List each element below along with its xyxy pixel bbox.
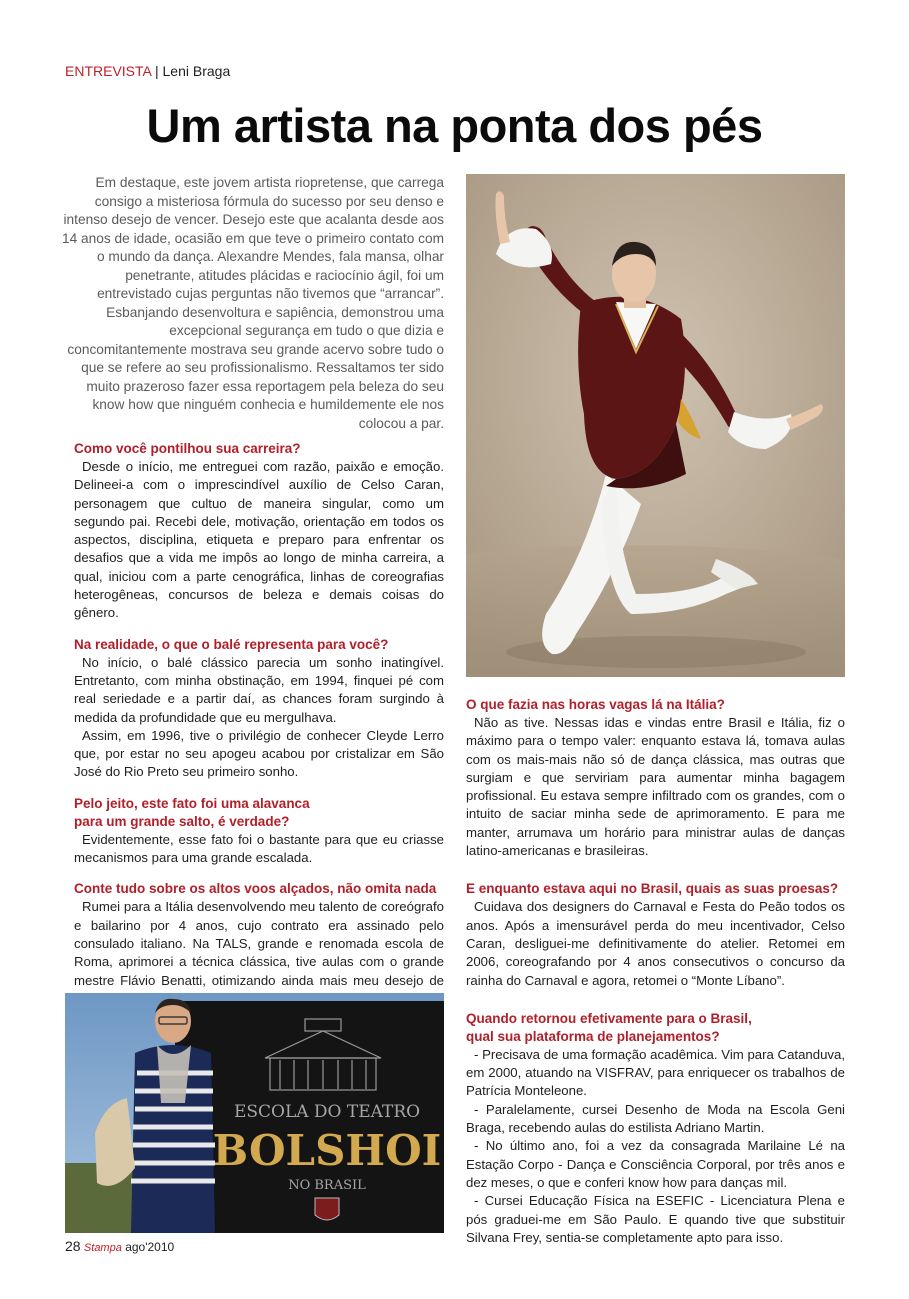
answer-paragraph: No início, o balé clássico parecia um sonho inatingível. Entretanto, com minha obstinação, em 1994, finquei pé com real seriedade e a partir daí, as chances foram surgindo à medida da profundidade que eu mergulhava. xyxy=(74,654,444,725)
answer-paragraph: - Precisava de uma formação acadêmica. Vim para Catanduva, em 2000, atuando na VISFRAV, para enriquecer os trabalhos de Patrícia Monteleone. xyxy=(466,1046,845,1099)
question-heading: Conte tudo sobre os altos voos alçados, não omita nada xyxy=(74,881,437,897)
question-heading: Na realidade, o que o balé representa para você? xyxy=(74,636,389,652)
dancer-photo xyxy=(466,174,845,677)
answer-paragraph: Assim, em 1996, tive o privilégio de conhecer Cleyde Lerro que, por estar no seu apogeu acabou por cristalizar em São José do Rio Preto seu primeiro sonho. xyxy=(74,727,444,780)
crest-icon xyxy=(315,1198,339,1220)
page-footer xyxy=(65,1238,174,1254)
answer-paragraph: Não as tive. Nessas idas e vindas entre Brasil e Itália, fiz o máximo para o tempo valer: enquanto estava lá, tomava aulas com os mais-mais não só de dança clássica, mas outras que surgiam e que serviriam para aumentar minha bagagem profissional. Eu estava sempre infiltrado com os grandes, com o intuito de saciar minha sede de aprimoramento. E para me manter, arrumava um horário para ministrar aulas de danças latino-americanas e brasileiras. xyxy=(466,715,845,859)
answer-paragraph: - Cursei Educação Física na ESEFIC - Licenciatura Plena e pós graduei-me em São Paulo. E quando tive que substituir Silvana Frey, sentia-se completamente apto para isso. xyxy=(466,1193,845,1245)
lead-paragraph: Em destaque, este jovem artista riopretense, que carrega consigo a misteriosa fórmula do sucesso por seu denso e intenso desejo de vencer. Desejo este que acalanta desde aos 14 anos de idade, ocasião em que teve o primeiro contato com o mundo da dança. Alexandre Mendes, fala mansa, olhar penetrante, atitudes plácidas e raciocínio ágil, foi um entrevistado cujas perguntas não tivemos que “arrancar”. Esbanjando desenvoltura e sapiência, demonstrou uma excepcional segurança em tudo o que dizia e concomitantemente mostrava seu grande acervo sobre tudo o que se refere ao seu profissionalismo. Ressaltamos ter sido muito prazeroso fazer essa reportagem pela beleza do seu know how que ninguém conhecia e humildemente ele nos colocou a par. xyxy=(62,175,444,431)
question-heading: Como você pontilhou sua carreira? xyxy=(74,441,301,456)
answer-paragraph: - No último ano, foi a vez da consagrada Marilaine Lé na Estação Corpo - Dança e Consciência Corporal, por três anos e dez meses, o que e conferi know how para danças mil. xyxy=(466,1138,845,1190)
left-column-qa xyxy=(74,440,444,1008)
sign-line-2: BOLSHOI xyxy=(212,1126,442,1175)
answer-paragraph: - Paralelamente, cursei Desenho de Moda na Escola Geni Braga, recebendo aulas do estilista Adriano Martin. xyxy=(466,1101,845,1136)
question-heading: Quando retornou efetivamente para o Brasil, qual sua plataforma de planejamentos? xyxy=(466,1010,752,1044)
magazine-name: Stampa xyxy=(83,1242,122,1254)
page-number: 28 xyxy=(65,1238,81,1254)
dancer-illustration xyxy=(466,174,845,677)
kicker-separator: | xyxy=(154,63,159,79)
bolshoi-illustration xyxy=(65,993,444,1233)
answer-paragraph: Cuidava dos designers do Carnaval e Festa do Peão todos os anos. Após a imensurável perda do meu incentivador, Celso Caran, desliguei-me definitivamente do atelier. Retomei em 2006, coreografando por 4 anos consecutivos o concurso da rainha do Carnaval e agora, retomei o “Monte Líbano”. xyxy=(466,899,845,988)
answer-paragraph: Rumei para a Itália desenvolvendo meu talento de coreógrafo e bailarino por 4 anos, cujo contrato era assinado pelo consulado italiano. Na TALS, grande e renomada escola de Roma, aprimorei a técnica clássica, tive aulas com o grande mestre Flávio Benatti, otimizando ainda mais meu desejo de xyxy=(74,899,444,988)
sign-line-1: ESCOLA DO TEATRO xyxy=(233,1102,421,1122)
answer-paragraph: Evidentemente, esse fato foi o bastante para que eu criasse mecanismos para uma grande escalada. xyxy=(74,831,444,866)
bolshoi-school-photo xyxy=(65,993,444,1233)
answer-paragraph: Desde o início, me entreguei com razão, paixão e emoção. Delineei-a com o imprescindível auxílio de Celso Caran, personagem que cultuo de maneira singular, como um segundo pai. Recebi dele, motivação, orientação em todos os aspectos, disciplina, etiqueta e preparo para enfrentar os desafios que a vida me impôs ao longo de minha carreira, a qual, iniciou com a parte cenográfica, linhas de coreografias heterogêneas, concursos de beleza e demais coisas do gênero. xyxy=(74,459,444,621)
question-heading: Pelo jeito, este fato foi uma alavanca para um grande salto, é verdade? xyxy=(74,795,310,829)
sign-line-3: NO BRASIL xyxy=(288,1178,366,1193)
article-kicker xyxy=(65,63,230,79)
right-column-qa xyxy=(466,696,845,1247)
issue-date: ago'2010 xyxy=(125,1240,175,1254)
question-heading: E enquanto estava aqui no Brasil, quais as suas proesas? xyxy=(466,881,839,897)
article-title: Um artista na ponta dos pés xyxy=(146,99,763,152)
question-heading: O que fazia nas horas vagas lá na Itália? xyxy=(466,697,725,712)
author-name: Leni Braga xyxy=(162,63,231,79)
section-label: ENTREVISTA xyxy=(65,63,152,79)
